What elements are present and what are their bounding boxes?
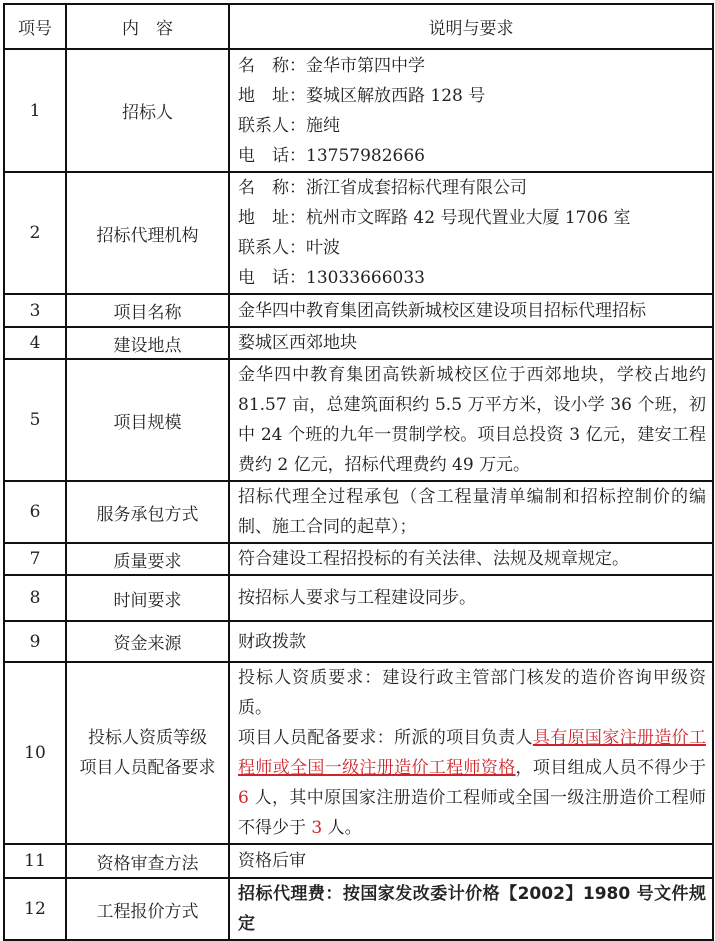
row-description: 财政拨款 (229, 621, 713, 662)
text-segment: 人。 (327, 818, 362, 838)
row-number: 8 (4, 575, 66, 621)
table-row (4, 575, 713, 621)
row-item: 项目规模 (66, 359, 229, 481)
row-item: 工程报价方式 (66, 878, 229, 940)
bidder-qualification: 投标人资质要求：建设行政主管部门核发的造价咨询甲级资质。 (238, 668, 706, 718)
staffing-requirement (238, 723, 706, 843)
row-item: 质量要求 (66, 543, 229, 575)
table-row (4, 543, 713, 575)
text-segment: 项目人员配备要求：所派的项目负责人 (238, 728, 533, 748)
row-number: 4 (4, 327, 66, 359)
row-item: 资金来源 (66, 621, 229, 662)
desc-line: 名 称：浙江省成套招标代理有限公司 (238, 178, 527, 198)
header-row (4, 4, 713, 49)
row-description (229, 49, 713, 172)
text-segment: ，项目组成人员不得少于 (515, 758, 707, 778)
row-description: 符合建设工程招投标的有关法律、法规及规章规定。 (229, 543, 713, 575)
table-row (4, 844, 713, 878)
table-row (4, 621, 713, 662)
row-number: 7 (4, 543, 66, 575)
desc-line: 地 址：杭州市文晖路 42 号现代置业大厦 1706 室 (238, 208, 631, 228)
desc-line: 名 称：金华市第四中学 (238, 55, 425, 76)
row-number: 9 (4, 621, 66, 662)
row-item: 招标人 (66, 49, 229, 172)
table-row (4, 49, 713, 172)
desc-line: 电 话：13757982666 (238, 145, 425, 166)
row-item: 服务承包方式 (66, 481, 229, 543)
header-desc: 说明与要求 (229, 4, 713, 49)
row-item-line: 项目人员配备要求 (79, 758, 216, 778)
table-row (4, 481, 713, 543)
highlighted-requirement: 具有原国家注册造价工程师或全国一级注册造价工程师资格 (238, 728, 707, 778)
row-description: 招标代理全过程承包（含工程量清单编制和招标控制价的编制、施工合同的起草）； (229, 481, 713, 543)
row-item: 招标代理机构 (66, 172, 229, 294)
row-item (66, 662, 229, 844)
row-description: 金华四中教育集团高铁新城校区位于西郊地块，学校占地约 81.57 亩，总建筑面积约 5.5 万平方米，设小学 36 个班，初中 24 个班的九年一贯制学校。项目总投资 3 亿元，建安工程费约 2 亿元，招标代理费约 49 万元。 (229, 359, 713, 481)
table-row (4, 294, 713, 327)
row-description (229, 172, 713, 294)
table-row (4, 662, 713, 844)
row-description: 资格后审 (229, 844, 713, 878)
text-segment: 人，其中原国家注册造价工程师或全国一级注册造价工程师不得少于 (238, 788, 706, 838)
desc-line: 地 址：婺城区解放西路 128 号 (238, 85, 486, 106)
header-item: 内 容 (66, 4, 229, 49)
row-number: 3 (4, 294, 66, 327)
row-item: 资格审查方法 (66, 844, 229, 878)
engineer-count: 3 (306, 818, 328, 838)
table-row (4, 327, 713, 359)
row-description: 按招标人要求与工程建设同步。 (229, 575, 713, 621)
desc-line: 联系人：叶波 (238, 238, 340, 258)
row-item: 时间要求 (66, 575, 229, 621)
staff-count: 6 (238, 788, 255, 808)
row-number: 5 (4, 359, 66, 481)
row-description: 招标代理费：按国家发改委计价格【2002】1980 号文件规定 (229, 878, 713, 940)
row-number: 11 (4, 844, 66, 878)
row-description: 婺城区西郊地块 (229, 327, 713, 359)
row-number: 10 (4, 662, 66, 844)
row-number: 1 (4, 49, 66, 172)
table-row (4, 359, 713, 481)
row-number: 2 (4, 172, 66, 294)
header-no: 项号 (4, 4, 66, 49)
row-description: 金华四中教育集团高铁新城校区建设项目招标代理招标 (229, 294, 713, 327)
desc-line: 联系人：施纯 (238, 115, 340, 136)
table-row (4, 878, 713, 940)
desc-line: 电 话：13033666033 (238, 268, 425, 288)
row-number: 6 (4, 481, 66, 543)
tender-info-table (3, 3, 714, 941)
row-description (229, 662, 713, 844)
row-item: 项目名称 (66, 294, 229, 327)
row-number: 12 (4, 878, 66, 940)
row-item: 建设地点 (66, 327, 229, 359)
row-item-line: 投标人资质等级 (88, 728, 207, 748)
table-row (4, 172, 713, 294)
